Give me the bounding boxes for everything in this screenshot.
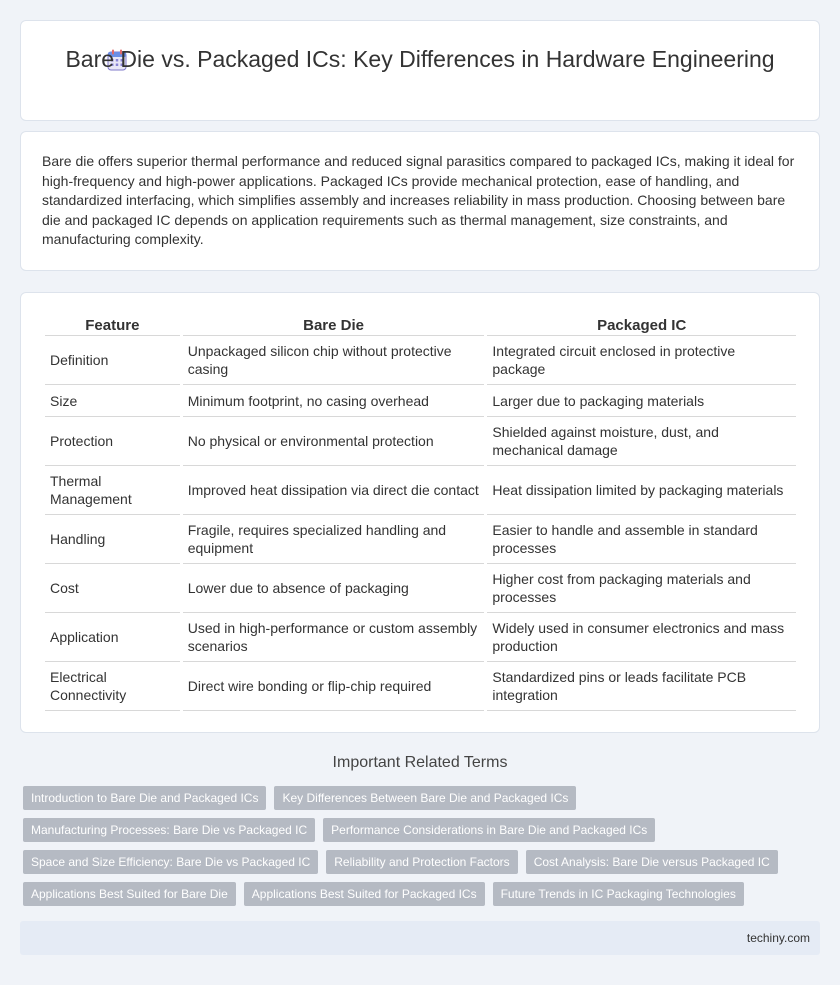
tag-row	[23, 818, 803, 842]
intro-paragraph: Bare die offers superior thermal performance and reduced signal parasitics compared to packaged ICs, making it ideal for high-frequency and high-power applications. Packaged ICs provide mechanical protection, ease of handling, and standardized interfacing, which simplifies assembly and increases reliability in mass production. Choosing between bare die and packaged IC depends on application requirements such as thermal management, size constraints, and manufacturing complexity.	[42, 153, 795, 247]
bare-die-cell: Fragile, requires specialized handling and equipment	[183, 515, 485, 564]
column-header-feature: Feature	[45, 315, 180, 336]
table-row	[45, 515, 796, 564]
comparison-table-card	[20, 292, 820, 733]
table-row	[45, 613, 796, 662]
feature-cell: Definition	[45, 336, 180, 385]
packaged-ic-cell: Standardized pins or leads facilitate PCB integration	[487, 662, 796, 711]
feature-cell: Cost	[45, 564, 180, 613]
intro-card	[20, 131, 820, 271]
feature-cell: Size	[45, 385, 180, 417]
packaged-ic-cell: Easier to handle and assemble in standard processes	[487, 515, 796, 564]
feature-cell: Protection	[45, 417, 180, 466]
packaged-ic-cell: Integrated circuit enclosed in protective package	[487, 336, 796, 385]
header-card	[20, 20, 820, 121]
related-term-tag[interactable]: Future Trends in IC Packaging Technologies	[493, 882, 744, 906]
table-row	[45, 385, 796, 417]
related-term-tag[interactable]: Performance Considerations in Bare Die and Packaged ICs	[323, 818, 655, 842]
bare-die-cell: Minimum footprint, no casing overhead	[183, 385, 485, 417]
footer	[20, 921, 820, 955]
bare-die-cell: Improved heat dissipation via direct die contact	[183, 466, 485, 515]
table-row	[45, 417, 796, 466]
related-term-tag[interactable]: Applications Best Suited for Packaged ICs	[244, 882, 485, 906]
table-row	[45, 466, 796, 515]
tag-row	[23, 850, 803, 874]
tag-row	[23, 882, 803, 906]
bare-die-cell: Direct wire bonding or flip-chip required	[183, 662, 485, 711]
page-title: Bare Die vs. Packaged ICs: Key Differences in Hardware Engineering	[65, 46, 775, 72]
table-row	[45, 564, 796, 613]
related-term-tag[interactable]: Introduction to Bare Die and Packaged ICs	[23, 786, 266, 810]
feature-cell: Handling	[45, 515, 180, 564]
bare-die-cell: Lower due to absence of packaging	[183, 564, 485, 613]
related-term-tag[interactable]: Manufacturing Processes: Bare Die vs Packaged IC	[23, 818, 315, 842]
related-term-tag[interactable]: Cost Analysis: Bare Die versus Packaged IC	[526, 850, 778, 874]
related-term-tag[interactable]: Reliability and Protection Factors	[326, 850, 517, 874]
comparison-table	[42, 315, 799, 711]
table-header-row	[45, 315, 796, 336]
column-header-bare-die: Bare Die	[183, 315, 485, 336]
packaged-ic-cell: Shielded against moisture, dust, and mechanical damage	[487, 417, 796, 466]
related-term-tag[interactable]: Applications Best Suited for Bare Die	[23, 882, 236, 906]
feature-cell: Thermal Management	[45, 466, 180, 515]
packaged-ic-cell: Higher cost from packaging materials and processes	[487, 564, 796, 613]
packaged-ic-cell: Larger due to packaging materials	[487, 385, 796, 417]
bare-die-cell: Used in high-performance or custom assembly scenarios	[183, 613, 485, 662]
column-header-packaged-ic: Packaged IC	[487, 315, 796, 336]
footer-site-link[interactable]: techiny.com	[746, 931, 810, 945]
related-term-tag[interactable]: Space and Size Efficiency: Bare Die vs Packaged IC	[23, 850, 318, 874]
related-term-tag[interactable]: Key Differences Between Bare Die and Packaged ICs	[274, 786, 576, 810]
feature-cell: Electrical Connectivity	[45, 662, 180, 711]
bare-die-cell: No physical or environmental protection	[183, 417, 485, 466]
related-terms-tags	[23, 786, 803, 914]
feature-cell: Application	[45, 613, 180, 662]
packaged-ic-cell: Widely used in consumer electronics and mass production	[487, 613, 796, 662]
packaged-ic-cell: Heat dissipation limited by packaging materials	[487, 466, 796, 515]
bare-die-cell: Unpackaged silicon chip without protective casing	[183, 336, 485, 385]
table-row	[45, 662, 796, 711]
related-terms-heading: Important Related Terms	[332, 754, 508, 771]
table-row	[45, 336, 796, 385]
tag-row	[23, 786, 803, 810]
